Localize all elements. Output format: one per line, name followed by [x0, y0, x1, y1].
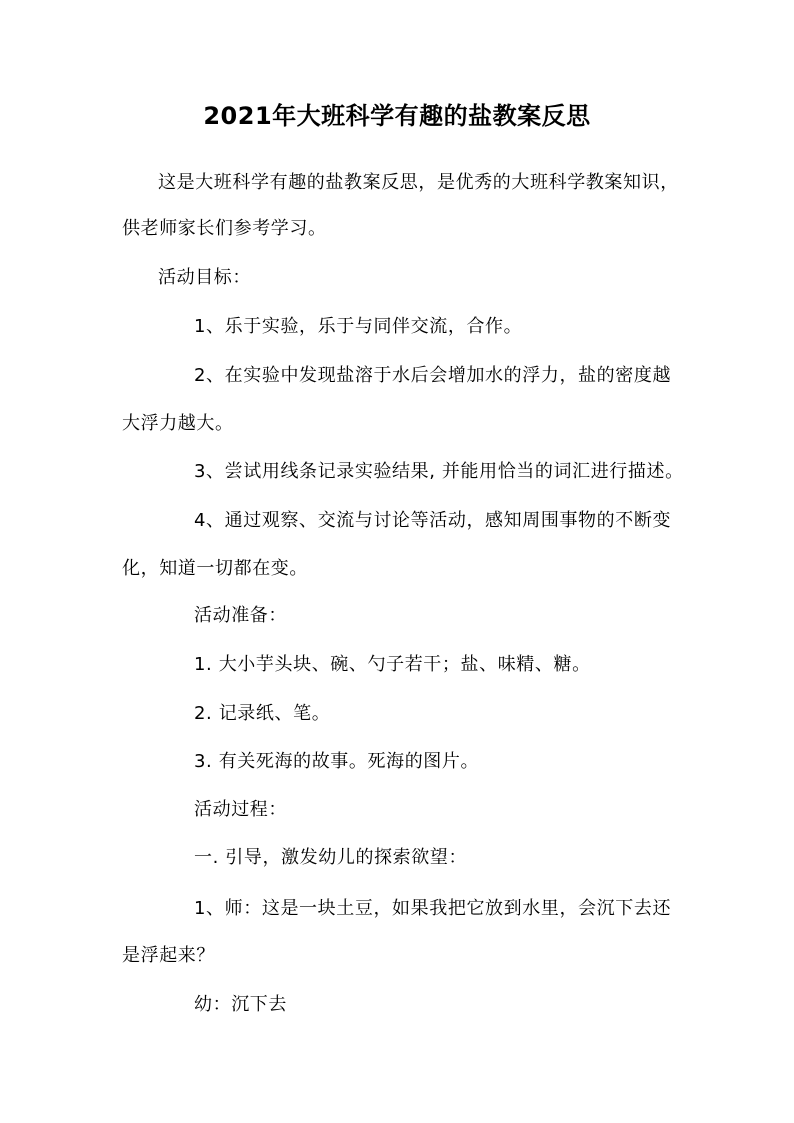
heading-activity-preparation: 活动准备：: [194, 605, 287, 626]
process-dialogue-line-2: 是浮起来？: [122, 945, 215, 966]
heading-activity-process: 活动过程：: [194, 799, 287, 820]
goal-item-3: 3、尝试用线条记录实验结果, 并能用恰当的词汇进行描述。: [194, 461, 684, 482]
prep-item-2: 2. 记录纸、笔。: [194, 703, 331, 724]
paragraph-intro-line-2: 供老师家长们参考学习。: [122, 218, 327, 239]
goal-item-4-line-1: 4、通过观察、交流与讨论等活动，感知周围事物的不断变: [194, 510, 672, 531]
goal-item-1: 1、乐于实验，乐于与同伴交流，合作。: [194, 316, 523, 337]
goal-item-2-line-2: 大浮力越大。: [122, 413, 234, 434]
document-title: 2021年大班科学有趣的盐教案反思: [203, 102, 591, 130]
prep-item-1: 1. 大小芋头块、碗、勺子若干；盐、味精、糖。: [194, 654, 591, 675]
process-dialogue-line-1: 1、师：这是一块土豆，如果我把它放到水里，会沉下去还: [194, 898, 672, 919]
process-step-1: 一. 引导，激发幼儿的探索欲望：: [194, 847, 468, 868]
process-dialogue-answer: 幼：沉下去: [194, 994, 287, 1015]
prep-item-3: 3. 有关死海的故事。死海的图片。: [194, 751, 480, 772]
paragraph-intro-line-1: 这是大班科学有趣的盐教案反思，是优秀的大班科学教案知识，: [158, 172, 679, 193]
goal-item-2-line-1: 2、在实验中发现盐溶于水后会增加水的浮力，盐的密度越: [194, 365, 672, 386]
heading-activity-goals: 活动目标：: [158, 267, 251, 288]
goal-item-4-line-2: 化，知道一切都在变。: [122, 558, 308, 579]
